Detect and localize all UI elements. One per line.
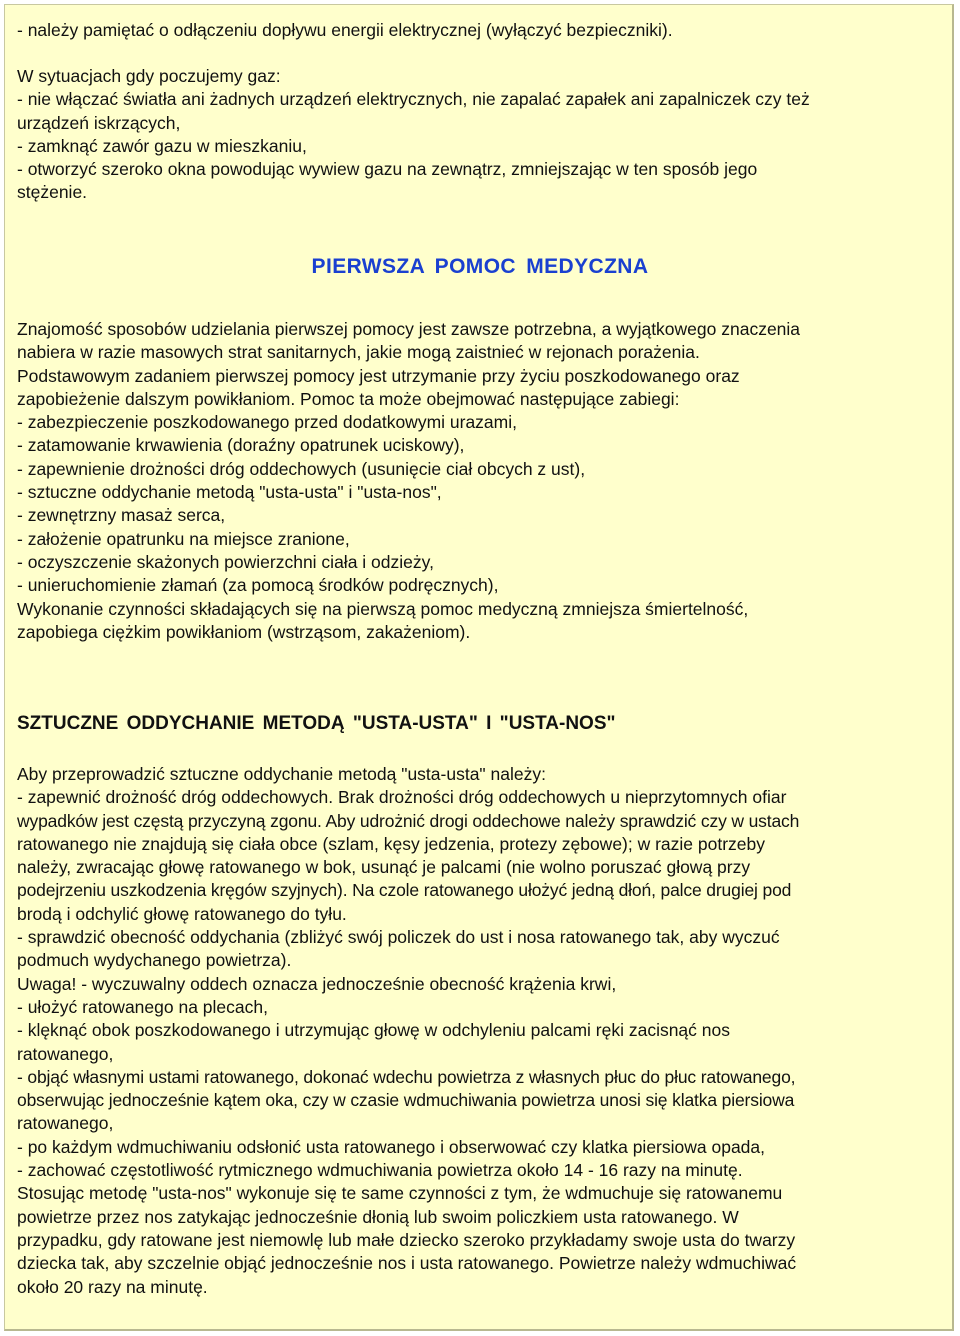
first-aid-line: Wykonanie czynności składających się na pierwszą pomoc medyczną zmniejsza śmiertelność, <box>17 598 749 619</box>
respiration-line: Uwaga! - wyczuwalny oddech oznacza jednocześnie obecność krążenia krwi, <box>17 973 617 994</box>
first-aid-line: Podstawowym zadaniem pierwszej pomocy jest utrzymanie przy życiu poszkodowanego oraz <box>17 365 740 386</box>
respiration-line: Stosując metodę "usta-nos" wykonuje się te same czynności z tym, że wdmuchuje się ratowanemu <box>17 1183 783 1204</box>
first-aid-line: Znajomość sposobów udzielania pierwszej pomocy jest zawsze potrzebna, a wyjątkowego znaczenia <box>17 319 801 339</box>
respiration-line: - objąć własnymi ustami ratowanego, dokonać wdechu powietrza z własnych płuc do płuc ratowanego, <box>17 1066 796 1087</box>
respiration-line: - ułożyć ratowanego na plecach, <box>17 996 268 1017</box>
first-aid-paragraph <box>17 318 947 644</box>
respiration-line: należy, zwracając głowę ratowanego w bok, usunąć je palcami (nie wolno poruszać głową przy <box>17 857 751 878</box>
respiration-line: - klęknąć obok poszkodowanego i utrzymując głowę w odchyleniu palcami ręki zacisnąć nos <box>17 1020 730 1041</box>
respiration-line: wypadków jest częstą przyczyną zgonu. Aby udrożnić drogi oddechowe należy sprawdzić czy w ustach <box>17 810 800 831</box>
respiration-line: podejrzeniu uszkodzenia kręgów szyjnych). Na czole ratowanego ułożyć jedną dłoń, palce drugiej pod <box>17 880 792 901</box>
first-aid-line: zapobiega ciężkim powikłaniom (wstrząsom, zakażeniom). <box>17 621 471 642</box>
respiration-line: obserwując jednocześnie kątem oka, czy w czasie wdmuchiwania powietrza unosi się klatka piersiowa <box>17 1090 795 1111</box>
first-aid-line: nabiera w razie masowych strat sanitarnych, jakie mogą zaistnieć w rejonach porażenia. <box>17 342 700 363</box>
first-aid-line: zapobieżenie dalszym powikłaniom. Pomoc ta może obejmować następujące zabiegi: <box>17 388 680 409</box>
respiration-line: ratowanego, <box>17 1043 114 1064</box>
gas-line: stężenie. <box>17 182 88 203</box>
first-aid-line: - zatamowanie krwawienia (doraźny opatrunek uciskowy), <box>17 435 465 456</box>
first-aid-line: - oczyszczenie skażonych powierzchni ciała i odzieży, <box>17 551 434 572</box>
artificial-respiration-heading: SZTUCZNE ODDYCHANIE METODĄ "USTA-USTA" I "USTA-NOS" <box>17 713 616 734</box>
first-aid-line: - zewnętrzny masaż serca, <box>17 505 226 526</box>
respiration-line: - zachować częstotliwość rytmicznego wdmuchiwania powietrza około 14 - 16 razy na minutę. <box>17 1160 743 1181</box>
respiration-line: brodą i odchylić głowę ratowanego do tyłu. <box>17 903 347 924</box>
artificial-respiration-paragraph <box>17 763 947 1299</box>
first-aid-line: - założenie opatrunku na miejsce zranione, <box>17 528 350 549</box>
respiration-line: Aby przeprowadzić sztuczne oddychanie metodą "usta-usta" należy: <box>17 764 546 784</box>
respiration-line: dziecka tak, aby szczelnie objąć jednocześnie nos i usta ratowanego. Powietrze należy wdmuchiwać <box>17 1253 797 1274</box>
gas-intro-line: - należy pamiętać o odłączeniu dopływu energii elektrycznej (wyłączyć bezpieczniki). <box>17 20 673 40</box>
gas-line: - zamknąć zawór gazu w mieszkaniu, <box>17 135 307 156</box>
gas-line: - otworzyć szeroko okna powodując wywiew gazu na zewnątrz, zmniejszając w ten sposób jego <box>17 159 758 180</box>
respiration-line: około 20 razy na minutę. <box>17 1276 208 1297</box>
gas-line: W sytuacjach gdy poczujemy gaz: <box>17 66 281 86</box>
gas-intro-paragraph <box>17 19 947 42</box>
first-aid-line: - zapewnienie drożności dróg oddechowych (usunięcie ciał obcych z ust), <box>17 458 586 479</box>
first-aid-line: - sztuczne oddychanie metodą "usta-usta" i "usta-nos", <box>17 482 442 503</box>
respiration-line: - zapewnić drożność dróg oddechowych. Brak drożności dróg oddechowych u nieprzytomnych ofiar <box>17 787 787 808</box>
respiration-line: przypadku, gdy ratowane jest niemowlę lub małe dziecko szeroko przykładamy swoje usta do twarzy <box>17 1229 796 1250</box>
respiration-line: - po każdym wdmuchiwaniu odsłonić usta ratowanego i obserwować czy klatka piersiowa opada, <box>17 1136 766 1157</box>
respiration-line: ratowanego nie znajdują się ciała obce (szlam, kęsy jedzenia, protezy zębowe); w razie potrzeby <box>17 833 766 854</box>
respiration-line: podmuch wydychanego powietrza). <box>17 950 292 971</box>
respiration-line: ratowanego, <box>17 1113 114 1134</box>
first-aid-line: - unieruchomienie złamań (za pomocą środków podręcznych), <box>17 575 499 596</box>
first-aid-line: - zabezpieczenie poszkodowanego przed dodatkowymi urazami, <box>17 412 517 433</box>
first-aid-heading: PIERWSZA POMOC MEDYCZNA <box>311 255 649 278</box>
gas-instructions-paragraph <box>17 65 947 205</box>
respiration-line: powietrze przez nos zatykając jednocześnie dłonią lub swoim policzkiem usta ratowanego. W <box>17 1206 739 1227</box>
gas-line: - nie włączać światła ani żadnych urządzeń elektrycznych, nie zapalać zapałek ani zapalniczek czy też <box>17 89 810 110</box>
document-page <box>4 4 954 1331</box>
respiration-line: - sprawdzić obecność oddychania (zbliżyć swój policzek do ust i nosa ratowanego tak, aby wyczuć <box>17 927 780 948</box>
gas-line: urządzeń iskrzących, <box>17 112 181 133</box>
